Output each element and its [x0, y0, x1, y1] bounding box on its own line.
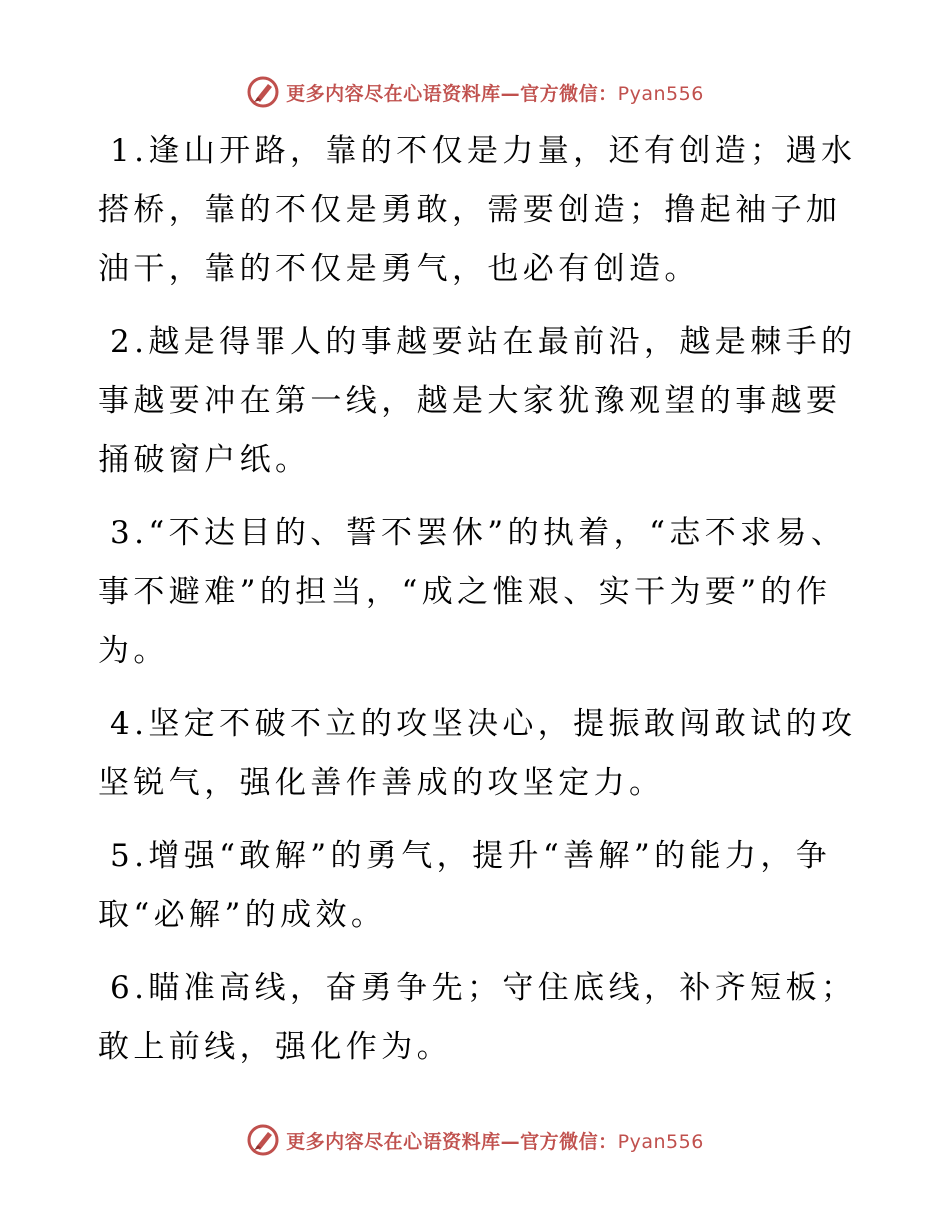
paragraph-3: 3.“不达目的、誓不罢休”的执着，“志不求易、事不避难”的担当，“成之惟艰、实干为要”的作为。 — [98, 515, 847, 669]
ink-pen-logo-icon — [246, 1123, 280, 1157]
paragraph-6: 6.瞄准高线，奋勇争先；守住底线，补齐短板；敢上前线，强化作为。 — [98, 970, 857, 1065]
watermark-text-cn: 更多内容尽在心语资料库—官方微信： — [286, 1130, 618, 1153]
watermark-text — [286, 1127, 704, 1154]
watermark-text — [286, 79, 704, 106]
watermark-wechat-id: Pyan556 — [617, 82, 704, 105]
watermark-text-cn: 更多内容尽在心语资料库—官方微信： — [286, 82, 618, 105]
paragraph-5: 5.增强“敢解”的勇气，提升“善解”的能力，争取“必解”的成效。 — [98, 838, 832, 933]
document-body — [98, 122, 858, 1091]
paragraph-1: 1.逢山开路，靠的不仅是力量，还有创造；遇水搭桥，靠的不仅是勇敢，需要创造；撸起袖子加油干，靠的不仅是勇气，也必有创造。 — [98, 133, 857, 287]
watermark-header — [0, 72, 950, 112]
watermark-wechat-id: Pyan556 — [617, 1130, 704, 1153]
paragraph-2: 2.越是得罪人的事越要站在最前沿，越是棘手的事越要冲在第一线，越是大家犹豫观望的事越要捅破窗户纸。 — [98, 324, 857, 478]
ink-pen-logo-icon — [246, 75, 280, 109]
paragraph-4: 4.坚定不破不立的攻坚决心，提振敢闯敢试的攻坚锐气，强化善作善成的攻坚定力。 — [98, 706, 857, 801]
watermark-footer — [0, 1120, 950, 1160]
